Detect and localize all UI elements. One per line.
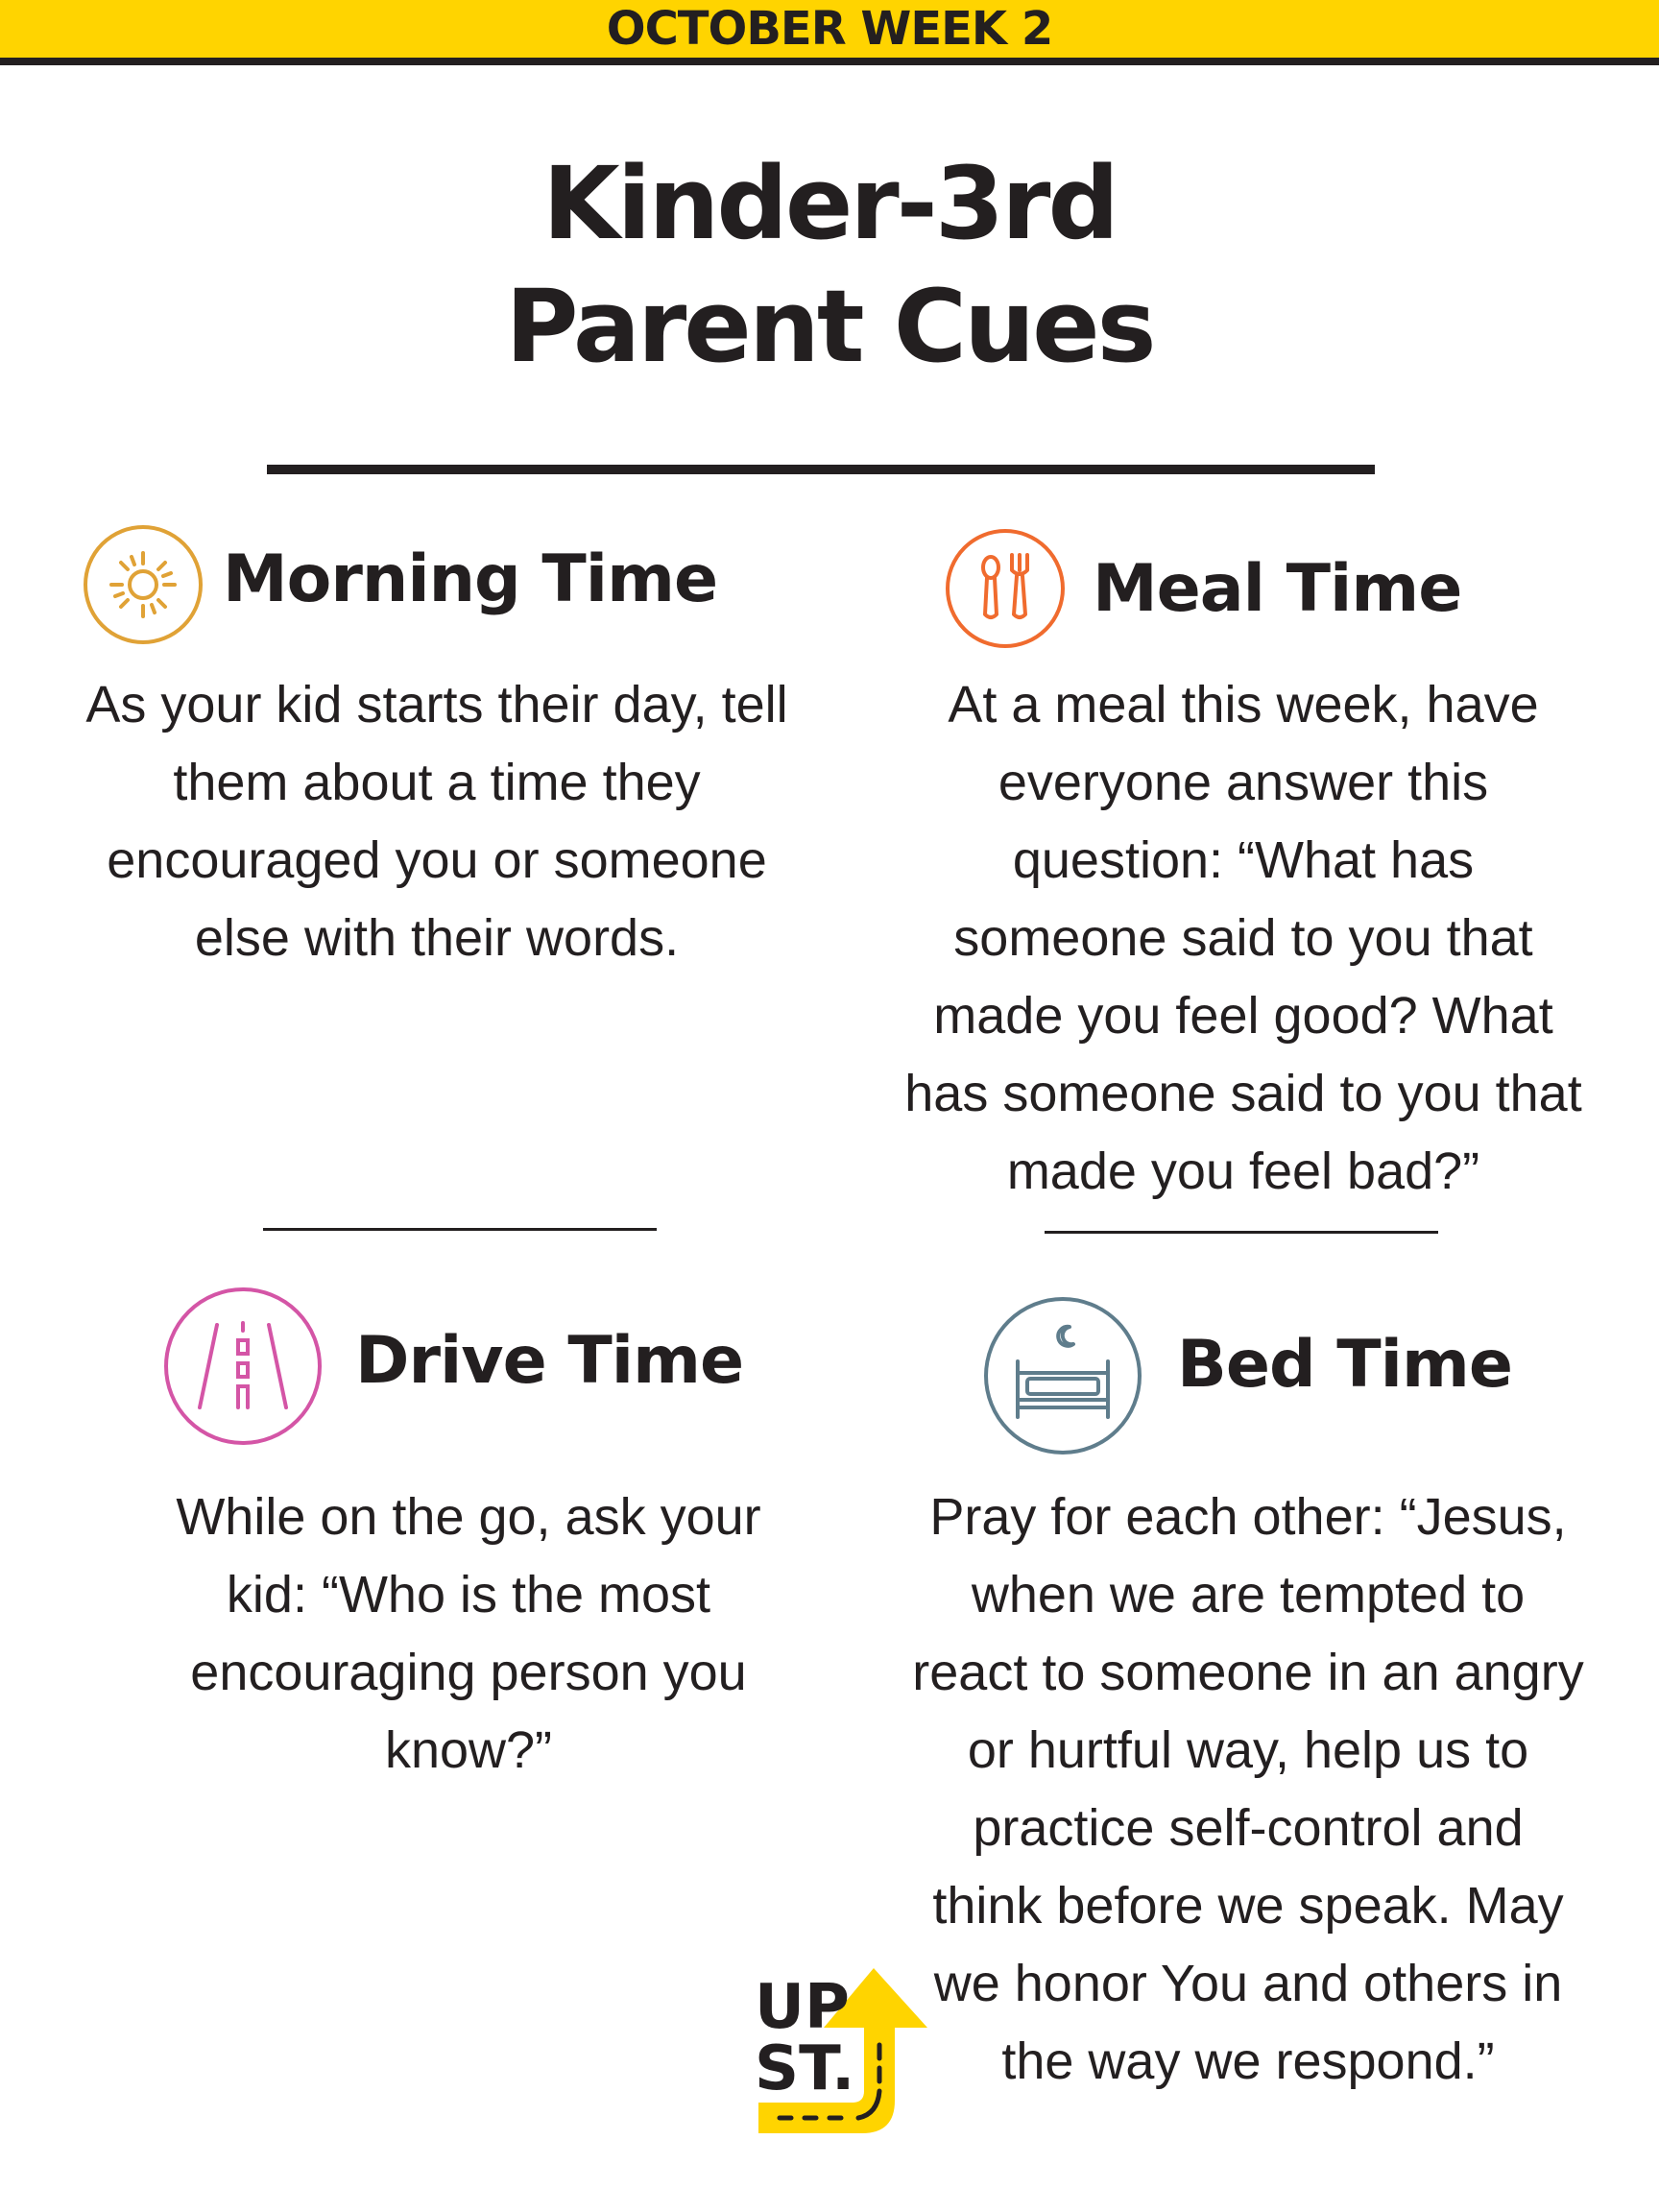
meal-line: everyone answer this <box>998 754 1489 811</box>
drive-text <box>77 1479 860 1790</box>
meal-heading: Meal Time <box>1093 551 1462 627</box>
drive-line: encouraging person you <box>190 1644 747 1701</box>
page-title-line2: Parent Cues <box>505 268 1154 385</box>
drive-line: kid: “Who is the most <box>226 1566 711 1623</box>
bed-line: or hurtful way, help us to <box>967 1721 1529 1779</box>
sun-icon <box>81 522 205 647</box>
morning-text <box>38 666 835 977</box>
bed-moon-icon <box>981 1294 1144 1457</box>
bed-line: think before we speak. May <box>932 1877 1564 1935</box>
meal-line: has someone said to you that <box>904 1065 1582 1122</box>
morning-line: As your kid starts their day, tell <box>85 676 788 733</box>
bed-line: Pray for each other: “Jesus, <box>929 1488 1567 1546</box>
week-banner <box>0 0 1659 65</box>
meal-line: At a meal this week, have <box>948 676 1539 733</box>
bed-line: when we are tempted to <box>971 1566 1526 1623</box>
morning-line: encouraged you or someone <box>107 831 767 889</box>
morning-line: them about a time they <box>173 754 701 811</box>
bed-heading: Bed Time <box>1177 1327 1512 1403</box>
bed-line: react to someone in an angry <box>912 1644 1584 1701</box>
morning-heading: Morning Time <box>223 541 718 617</box>
meal-divider <box>1045 1231 1438 1234</box>
logo-text-st: ST. <box>755 2033 855 2104</box>
meal-line: made you feel bad?” <box>1006 1142 1480 1200</box>
morning-line: else with their words. <box>194 909 680 967</box>
drive-heading: Drive Time <box>355 1323 744 1399</box>
bed-text <box>845 1479 1651 2101</box>
bed-line: the way we respond.” <box>1001 2032 1495 2090</box>
meal-line: someone said to you that <box>953 909 1533 967</box>
meal-line: question: “What has <box>1012 831 1475 889</box>
road-icon <box>161 1285 325 1448</box>
drive-line: While on the go, ask your <box>176 1488 761 1546</box>
bed-line: we honor You and others in <box>933 1955 1563 2012</box>
logo-text-up: UP <box>755 1972 850 2043</box>
bed-line: practice self-control and <box>973 1799 1524 1857</box>
week-label: OCTOBER WEEK 2 <box>606 2 1053 56</box>
meal-text <box>835 666 1651 1211</box>
title-divider <box>267 465 1375 474</box>
morning-divider <box>263 1228 657 1231</box>
drive-line: know?” <box>384 1721 553 1779</box>
meal-line: made you feel good? What <box>933 987 1553 1045</box>
upstreet-logo <box>749 1968 941 2141</box>
page-title-line1: Kinder-3rd <box>542 145 1117 262</box>
utensils-icon <box>943 526 1068 651</box>
